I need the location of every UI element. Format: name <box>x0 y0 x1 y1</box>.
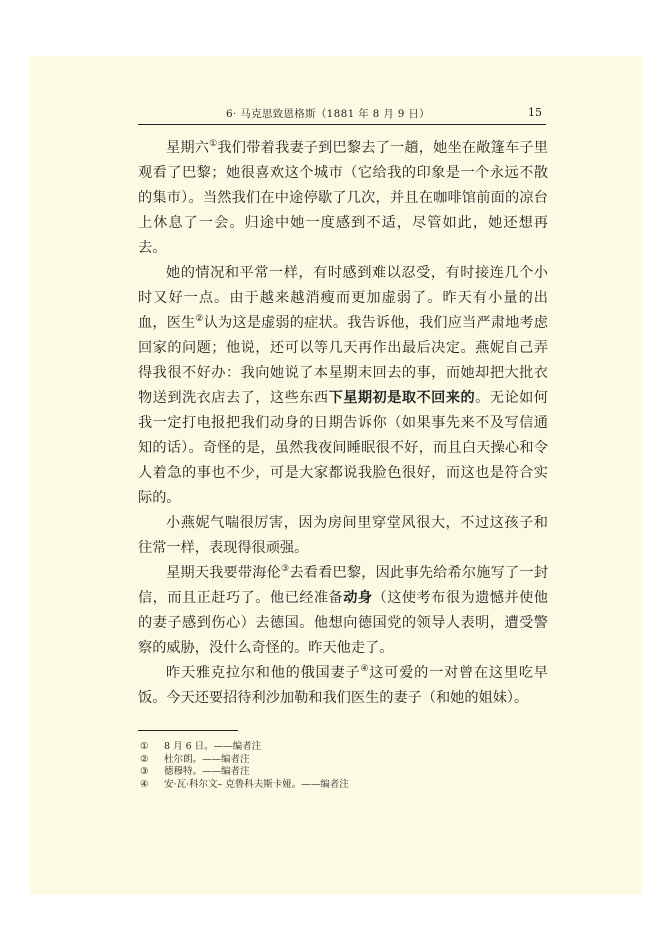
emphasis: 下星期初是取不回来的 <box>328 390 476 406</box>
footnote-mark: ④ <box>140 778 149 790</box>
emphasis: 动身 <box>343 590 373 606</box>
text-run: 去看看巴黎，因此事先给希尔施写了一封信，而且正赶巧了。他已经准备 <box>138 565 548 606</box>
footnote-ref: ③ <box>281 564 290 574</box>
footnote-text: 安·瓦·科尔文– 克鲁科夫斯卡娅。——编者注 <box>164 778 349 790</box>
footnotes <box>140 741 500 791</box>
text-run: 我们带着我妻子到巴黎去了一趟，她坐在敞篷车子里观看了巴黎；她很喜欢这个城市（它给我的印象是一个永远不散的集市）。当然我们在中途停歇了几次，并且在咖啡馆前面的凉台上休息了一会。归途中她一度感到不适，尽管如此，她还想再去。 <box>138 140 548 256</box>
footnote-mark: ③ <box>140 766 149 777</box>
paragraph <box>138 261 548 511</box>
footnote-text: 杜尔朗。——编者注 <box>164 753 250 765</box>
footnote-mark: ① <box>140 741 149 752</box>
footnote <box>140 741 500 754</box>
running-header <box>106 106 550 124</box>
text-run: 她的情况和平常一样，有时感到难以忍受，有时接连几个小时又好一点。由于越来越消瘦而更加虚弱了。昨天有小量的出血，医生 <box>138 265 548 331</box>
footnote-ref: ① <box>209 139 218 149</box>
paragraph <box>138 661 548 711</box>
footnote-mark: ② <box>140 753 149 765</box>
paragraph <box>138 561 548 661</box>
footnote-ref: ② <box>195 314 204 324</box>
text-run: 这可爱的一对曾在这里吃早饭。今天还要招待利沙加勒和我们医生的妻子（和她的姐妹）。 <box>138 665 548 706</box>
footnote <box>140 754 500 767</box>
text-run: 认为这是虚弱的症状。我告诉他，我们应当严肃地考虑回家的问题；他说，还可以等几天再作出最后决定。燕妮自己弄得我很不好办：我向她说了本星期末回去的事，而她却把大批衣物送到洗衣店去了，这些东西 <box>138 315 548 406</box>
text-run: 昨天雅克拉尔和他的俄国妻子 <box>166 665 361 681</box>
footnote <box>140 766 500 779</box>
text-run: 。无论如何我一定打电报把我们动身的日期告诉你（如果事先来不及写信通知的话）。奇怪的是，虽然我夜间睡眠很不好，而且白天操心和令人着急的事也不少，可是大家都说我脸色很好，而这也是符合实际的。 <box>138 390 548 506</box>
paragraph <box>138 136 548 261</box>
footnote-text: 8 月 6 日。——编者注 <box>164 741 262 752</box>
header-rule <box>138 124 546 125</box>
text-run: 星期六 <box>166 140 210 156</box>
footnote-ref: ④ <box>360 664 370 674</box>
page-number: 15 <box>528 106 542 119</box>
text-run: （这使考布很为遗憾并使他的妻子感到伤心）去德国。他想向德国党的领导人表明，遭受警察的威胁，没什么奇怪的。昨天他走了。 <box>138 590 548 656</box>
text-run: 星期天我要带海伦 <box>166 565 282 581</box>
header-title: 6· 马克思致恩格斯（1881 年 8 月 9 日） <box>226 108 430 120</box>
body-text <box>138 136 548 711</box>
footnote-text: 德穆特。——编者注 <box>164 766 250 777</box>
footnote-rule <box>138 730 238 731</box>
footnote <box>140 779 500 792</box>
paragraph: 小燕妮气喘很厉害，因为房间里穿堂风很大，不过这孩子和往常一样，表现得很顽强。 <box>138 515 548 556</box>
